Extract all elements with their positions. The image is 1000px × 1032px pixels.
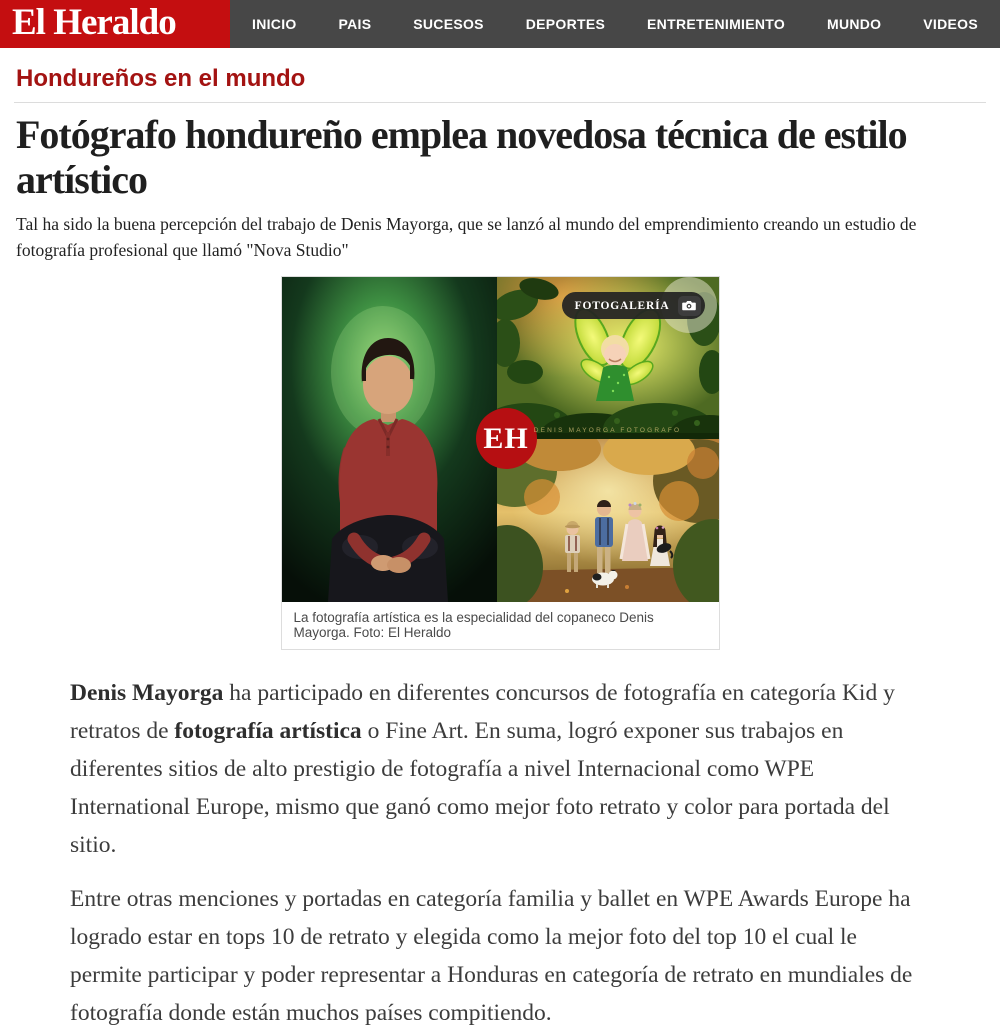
image-caption: La fotografía artística es la especialidad del copaneco Denis Mayorga. Foto: El Heraldo (282, 602, 719, 649)
category-link[interactable]: Hondureños en el mundo (16, 65, 306, 92)
portrait-illustration (282, 277, 497, 602)
fotogaleria-label: FOTOGALERÍA (574, 299, 670, 312)
article-body (70, 674, 932, 1032)
nav-item-mundo[interactable]: MUNDO (826, 16, 882, 32)
nav-item-entretenimiento[interactable]: ENTRETENIMIENTO (647, 16, 786, 32)
article-image-collage[interactable] (282, 277, 719, 602)
bold-fotografia-artistica: fotografía artística (174, 718, 362, 745)
paragraph-2: Entre otras menciones y portadas en categoría familia y ballet en WPE Awards Europe ha logrado estar en tops 10 de retrato y elegida como la mejor foto del top 10 el cual le permite participar y poder representar a Honduras en categoría de retrato en mundiales de fotografía donde están muchos países compitiendo. (70, 886, 913, 1027)
article (0, 48, 1000, 1032)
camera-icon (678, 296, 701, 316)
fotogaleria-badge[interactable] (562, 292, 705, 319)
el-heraldo-logo[interactable]: El Heraldo (0, 0, 230, 48)
nav-item-pais[interactable]: PAIS (338, 16, 372, 32)
photo-family (497, 439, 719, 602)
nav-item-inicio[interactable]: INICIO (252, 16, 297, 32)
photo-portrait (282, 277, 497, 602)
nav-item-deportes[interactable]: DEPORTES (525, 16, 606, 32)
nav-item-sucesos[interactable]: SUCESOS (413, 16, 484, 32)
photographer-watermark: DENIS MAYORGA FOTOGRAFO (533, 427, 682, 435)
category-divider (14, 102, 986, 103)
paragraph-1 (70, 674, 932, 864)
nav-item-videos[interactable]: VIDEOS (923, 16, 978, 32)
paragraph-1-text-a: ha participado en diferentes concursos de fotografía en categoría Kid y retratos de (70, 680, 895, 745)
top-bar (0, 0, 1000, 48)
family-illustration (497, 439, 719, 602)
eh-monogram-badge: EH (476, 408, 537, 469)
article-headline: Fotógrafo hondureño emplea novedosa técnica de estilo artístico (16, 112, 907, 203)
main-nav (230, 0, 1000, 48)
bold-denis-mayorga: Denis Mayorga (70, 680, 224, 707)
article-lede: Tal ha sido la buena percepción del trabajo de Denis Mayorga, que se lanzó al mundo del emprendimiento creando un estudio de fotografía profesional que llamó "Nova Studio" (16, 214, 917, 261)
article-figure (281, 276, 720, 650)
paragraph-1-text-b: o Fine Art. En suma, logró exponer sus trabajos en diferentes sitios de alto prestigio de fotografía a nivel Internacional como WPE International Europe, mismo que ganó como mejor foto retrato y color para portada del sitio. (70, 718, 890, 859)
